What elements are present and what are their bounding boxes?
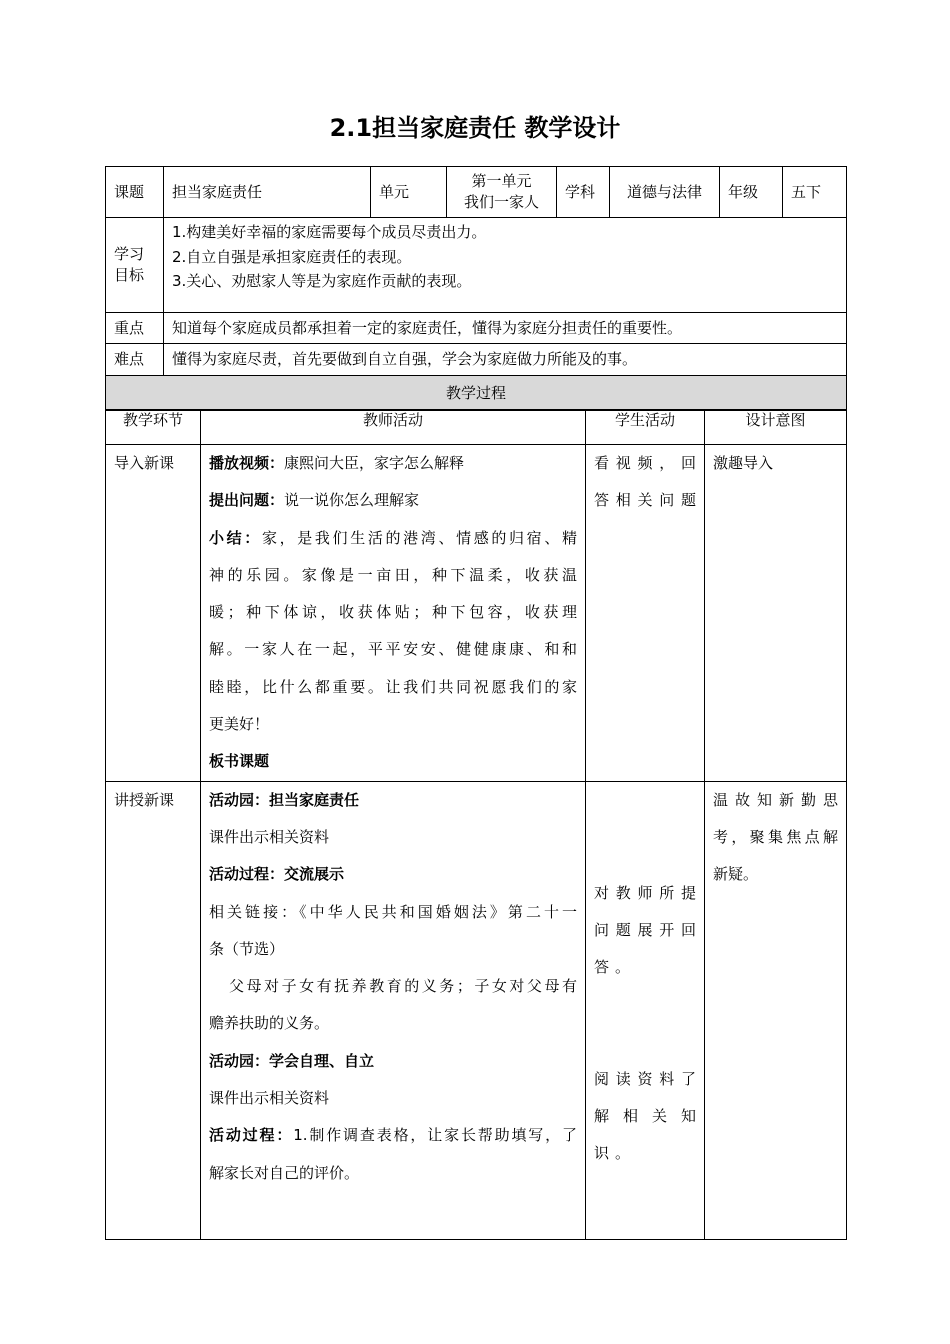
student-teach-a3: 答。 [594, 957, 637, 976]
difficulty-text: 懂得为家庭尽责，首先要做到自立自强，学会为家庭做力所能及的事。 [164, 344, 847, 376]
process-table [105, 409, 847, 1240]
student-teach-b3: 识。 [594, 1143, 637, 1162]
column-header-intent: 设计意图 [705, 410, 847, 445]
goal-item: 2.自立自强是承担家庭责任的表现。 [172, 247, 412, 266]
summary-line [209, 520, 577, 557]
goals-list [164, 218, 847, 313]
stage-teach [106, 781, 201, 1239]
activity2-title [209, 1043, 577, 1080]
subject-label: 学科 [557, 167, 610, 218]
activity1-process-text: 活动过程：交流展示 [209, 865, 345, 884]
activity1-title-text: 活动园：担当家庭责任 [209, 790, 360, 809]
summary-line: 睦睦，比什么都重要。让我们共同祝愿我们的家 [209, 677, 577, 696]
student-teach-b1: 阅读资料了 [594, 1069, 696, 1088]
stage-teach-label: 讲授新课 [114, 790, 175, 809]
column-header-teacher: 教师活动 [201, 410, 586, 445]
video-label: 播放视频： [209, 454, 285, 472]
difficulty-label: 难点 [106, 344, 164, 376]
activity2-line1: 1.制作调查表格，让家长帮助填写，了 [293, 1126, 577, 1145]
grade-value: 五下 [783, 167, 847, 218]
topic-label: 课题 [106, 167, 164, 218]
student-teach-b2: 解相关知 [594, 1106, 696, 1125]
activity1-process [209, 856, 577, 893]
law-line1: 父母对子女有抚养教育的义务；子女对父母有 [229, 977, 577, 996]
board-title-text: 板书课题 [209, 752, 270, 771]
process-heading: 教学过程 [106, 376, 847, 411]
summary-line: 更美好！ [209, 715, 270, 734]
intent-teach-line3: 新疑。 [713, 865, 759, 884]
teacher-teach [201, 781, 586, 1239]
grade-label: 年级 [720, 167, 783, 218]
goal-item: 3.关心、劝慰家人等是为家庭作贡献的表现。 [172, 272, 472, 290]
page-title: 2.1担当家庭责任 教学设计 [329, 114, 621, 142]
unit-value [447, 167, 557, 218]
summary-line: 暖；种下体谅，收获体贴；种下包容，收获理 [209, 603, 577, 622]
activity2-process-label: 活动过程： [209, 1126, 294, 1145]
question-line [209, 482, 577, 519]
stage-intro [106, 445, 201, 782]
student-intro-line1: 看视频，回 [594, 454, 696, 472]
column-header-stage: 教学环节 [106, 410, 201, 445]
summary-line: 解。一家人在一起，平平安安、健健康康、和和 [209, 640, 577, 659]
goals-label-line1: 学习 [114, 245, 145, 263]
goals-label [106, 218, 164, 313]
teacher-intro [201, 445, 586, 782]
activity2-line2: 解家长对自己的评价。 [209, 1163, 360, 1182]
summary-label: 小结： [209, 528, 262, 547]
question-label: 提出问题： [209, 491, 285, 510]
question-text: 说一说你怎么理解家 [284, 491, 420, 510]
student-intro-line2: 答相关问题 [594, 491, 696, 509]
student-teach [586, 781, 705, 1239]
unit-value-line2: 我们一家人 [463, 193, 539, 211]
board-title [209, 743, 577, 780]
intent-intro-text: 激趣导入 [713, 454, 774, 472]
intent-teach-line2: 考，聚集焦点解 [713, 827, 838, 846]
goal-item: 1.构建美好幸福的家庭需要每个成员尽责出力。 [172, 223, 487, 241]
unit-value-line1: 第一单元 [471, 172, 532, 190]
key-point-label: 重点 [106, 313, 164, 344]
video-text: 康熙问大臣，家字怎么解释 [284, 454, 465, 472]
summary-line: 神的乐园。家像是一亩田，种下温柔，收获温 [209, 565, 577, 584]
activity1-title [209, 782, 577, 819]
key-point-text: 知道每个家庭成员都承担着一定的家庭责任，懂得为家庭分担责任的重要性。 [164, 313, 847, 344]
link-line1: 相关链接：《中华人民共和国婚姻法》第二十一 [209, 902, 577, 921]
video-line [209, 445, 577, 482]
law-line2: 赡养扶助的义务。 [209, 1014, 330, 1033]
lesson-info-table [105, 166, 847, 411]
summary-text: 家，是我们生活的港湾、情感的归宿、精 [261, 528, 577, 547]
student-teach-a1: 对教师所提 [594, 883, 696, 902]
student-teach-a2: 问题展开回 [594, 920, 696, 939]
activity2-material: 课件出示相关资料 [209, 1089, 330, 1108]
intent-teach-line1: 温故知新勤思 [713, 790, 838, 809]
activity2-title-text: 活动园：学会自理、自立 [209, 1051, 375, 1070]
student-intro [586, 445, 705, 782]
goals-label-line2: 目标 [114, 266, 145, 284]
intent-teach [705, 781, 847, 1239]
activity2-process [209, 1117, 577, 1154]
subject-value: 道德与法律 [610, 167, 720, 218]
intent-intro [705, 445, 847, 782]
column-header-student: 学生活动 [586, 410, 705, 445]
link-line2: 条（节选） [209, 939, 285, 958]
activity1-material: 课件出示相关资料 [209, 827, 330, 846]
unit-label: 单元 [371, 167, 447, 218]
stage-intro-label: 导入新课 [114, 454, 175, 472]
topic-value: 担当家庭责任 [164, 167, 371, 218]
